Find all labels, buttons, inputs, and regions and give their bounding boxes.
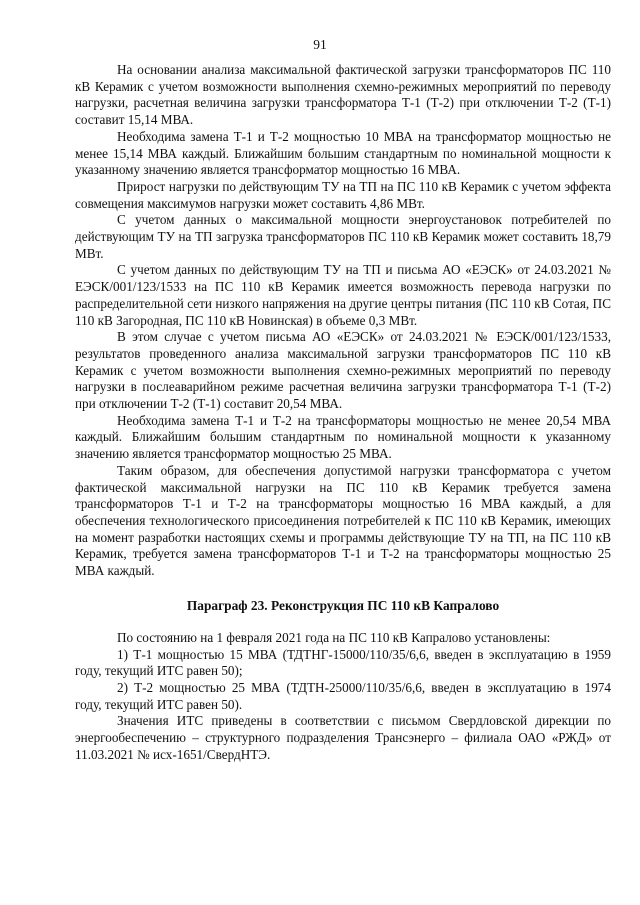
paragraph: На основании анализа максимальной фактической загрузки трансформаторов ПС 110 кВ Керамик с учетом возможности выполнения схемно-режимных мероприятий по переводу нагрузки, расчетная величина загрузки трансформатора Т-1 (Т-2) при отключении Т-2 (Т-1) составит 15,14 МВА. [75,62,611,128]
list-item: 1) Т-1 мощностью 15 МВА (ТДТНГ-15000/110/35/6,6, введен в эксплуатацию в 1959 году, текущий ИТС равен 50); [75,646,611,679]
paragraph: С учетом данных по действующим ТУ на ТП и письма АО «ЕЭСК» от 24.03.2021 № ЕЭСК/001/123/1533 на ПС 110 кВ Керамик имеется возможность перевода нагрузки по распределительной сети низкого напряжения на другие центры питания (ПС 110 кВ Сотая, ПС 110 кВ Загородная, ПС 110 кВ Новинская) в объеме 0,3 МВт. [75,262,611,328]
document-body [75,62,611,763]
section-heading: Параграф 23. Реконструкция ПС 110 кВ Капралово [186,597,500,613]
list-item: 2) Т-2 мощностью 25 МВА (ТДТН-25000/110/35/6,6, введен в эксплуатацию в 1974 году, текущий ИТС равен 50). [75,679,611,712]
paragraph: В этом случае с учетом письма АО «ЕЭСК» от 24.03.2021 № ЕЭСК/001/123/1533, результатов проведенного анализа максимальной загрузки трансформаторов ПС 110 кВ Керамик с учетом возможности выполнения схемно-режимных мероприятий по переводу нагрузки в послеаварийном режиме расчетная величина загрузки трансформатора Т-1 (Т-2) при отключении Т-2 (Т-1) составит 20,54 МВА. [75,329,611,412]
page-number: 91 [313,37,327,52]
paragraph: Необходима замена Т-1 и Т-2 на трансформаторы мощностью не менее 20,54 МВА каждый. Ближайшим большим стандартным по номинальной мощности к указанному значению является трансформатор мощностью 25 МВА. [75,412,611,462]
paragraph: Прирост нагрузки по действующим ТУ на ТП на ПС 110 кВ Керамик с учетом эффекта совмещения максимумов нагрузки может составить 4,86 МВт. [75,178,611,211]
paragraph: С учетом данных о максимальной мощности энергоустановок потребителей по действующим ТУ на ТП загрузка трансформаторов ПС 110 кВ Керамик может составить 18,79 МВт. [75,212,611,261]
paragraph: Таким образом, для обеспечения допустимой нагрузки трансформатора с учетом фактической максимальной нагрузки на ПС 110 кВ Керамик требуется замена трансформаторов Т-1 и Т-2 на трансформаторы мощностью 16 МВА каждый, а для обеспечения технологического присоединения потребителей к ПС 110 кВ Керамик, имеющих на момент разработки настоящих схемы и программы действующие ТУ на ТП, на ПС 110 кВ Керамик, требуется замена трансформаторов Т-1 и Т-2 на трансформаторы мощностью 25 МВА каждый. [75,462,611,579]
paragraph: По состоянию на 1 февраля 2021 года на ПС 110 кВ Капралово установлены: [117,629,551,645]
paragraph: Значения ИТС приведены в соответствии с письмом Свердловской дирекции по энергообеспечению – структурного подразделения Трансэнерго – филиала ОАО «РЖД» от 11.03.2021 № исх-1651/СвердНТЭ. [75,713,611,762]
paragraph: Необходима замена Т-1 и Т-2 мощностью 10 МВА на трансформатор мощностью не менее 15,14 МВА каждый. Ближайшим большим стандартным по номинальной мощности к указанному значению является трансформатор мощностью 16 МВА. [75,128,611,178]
